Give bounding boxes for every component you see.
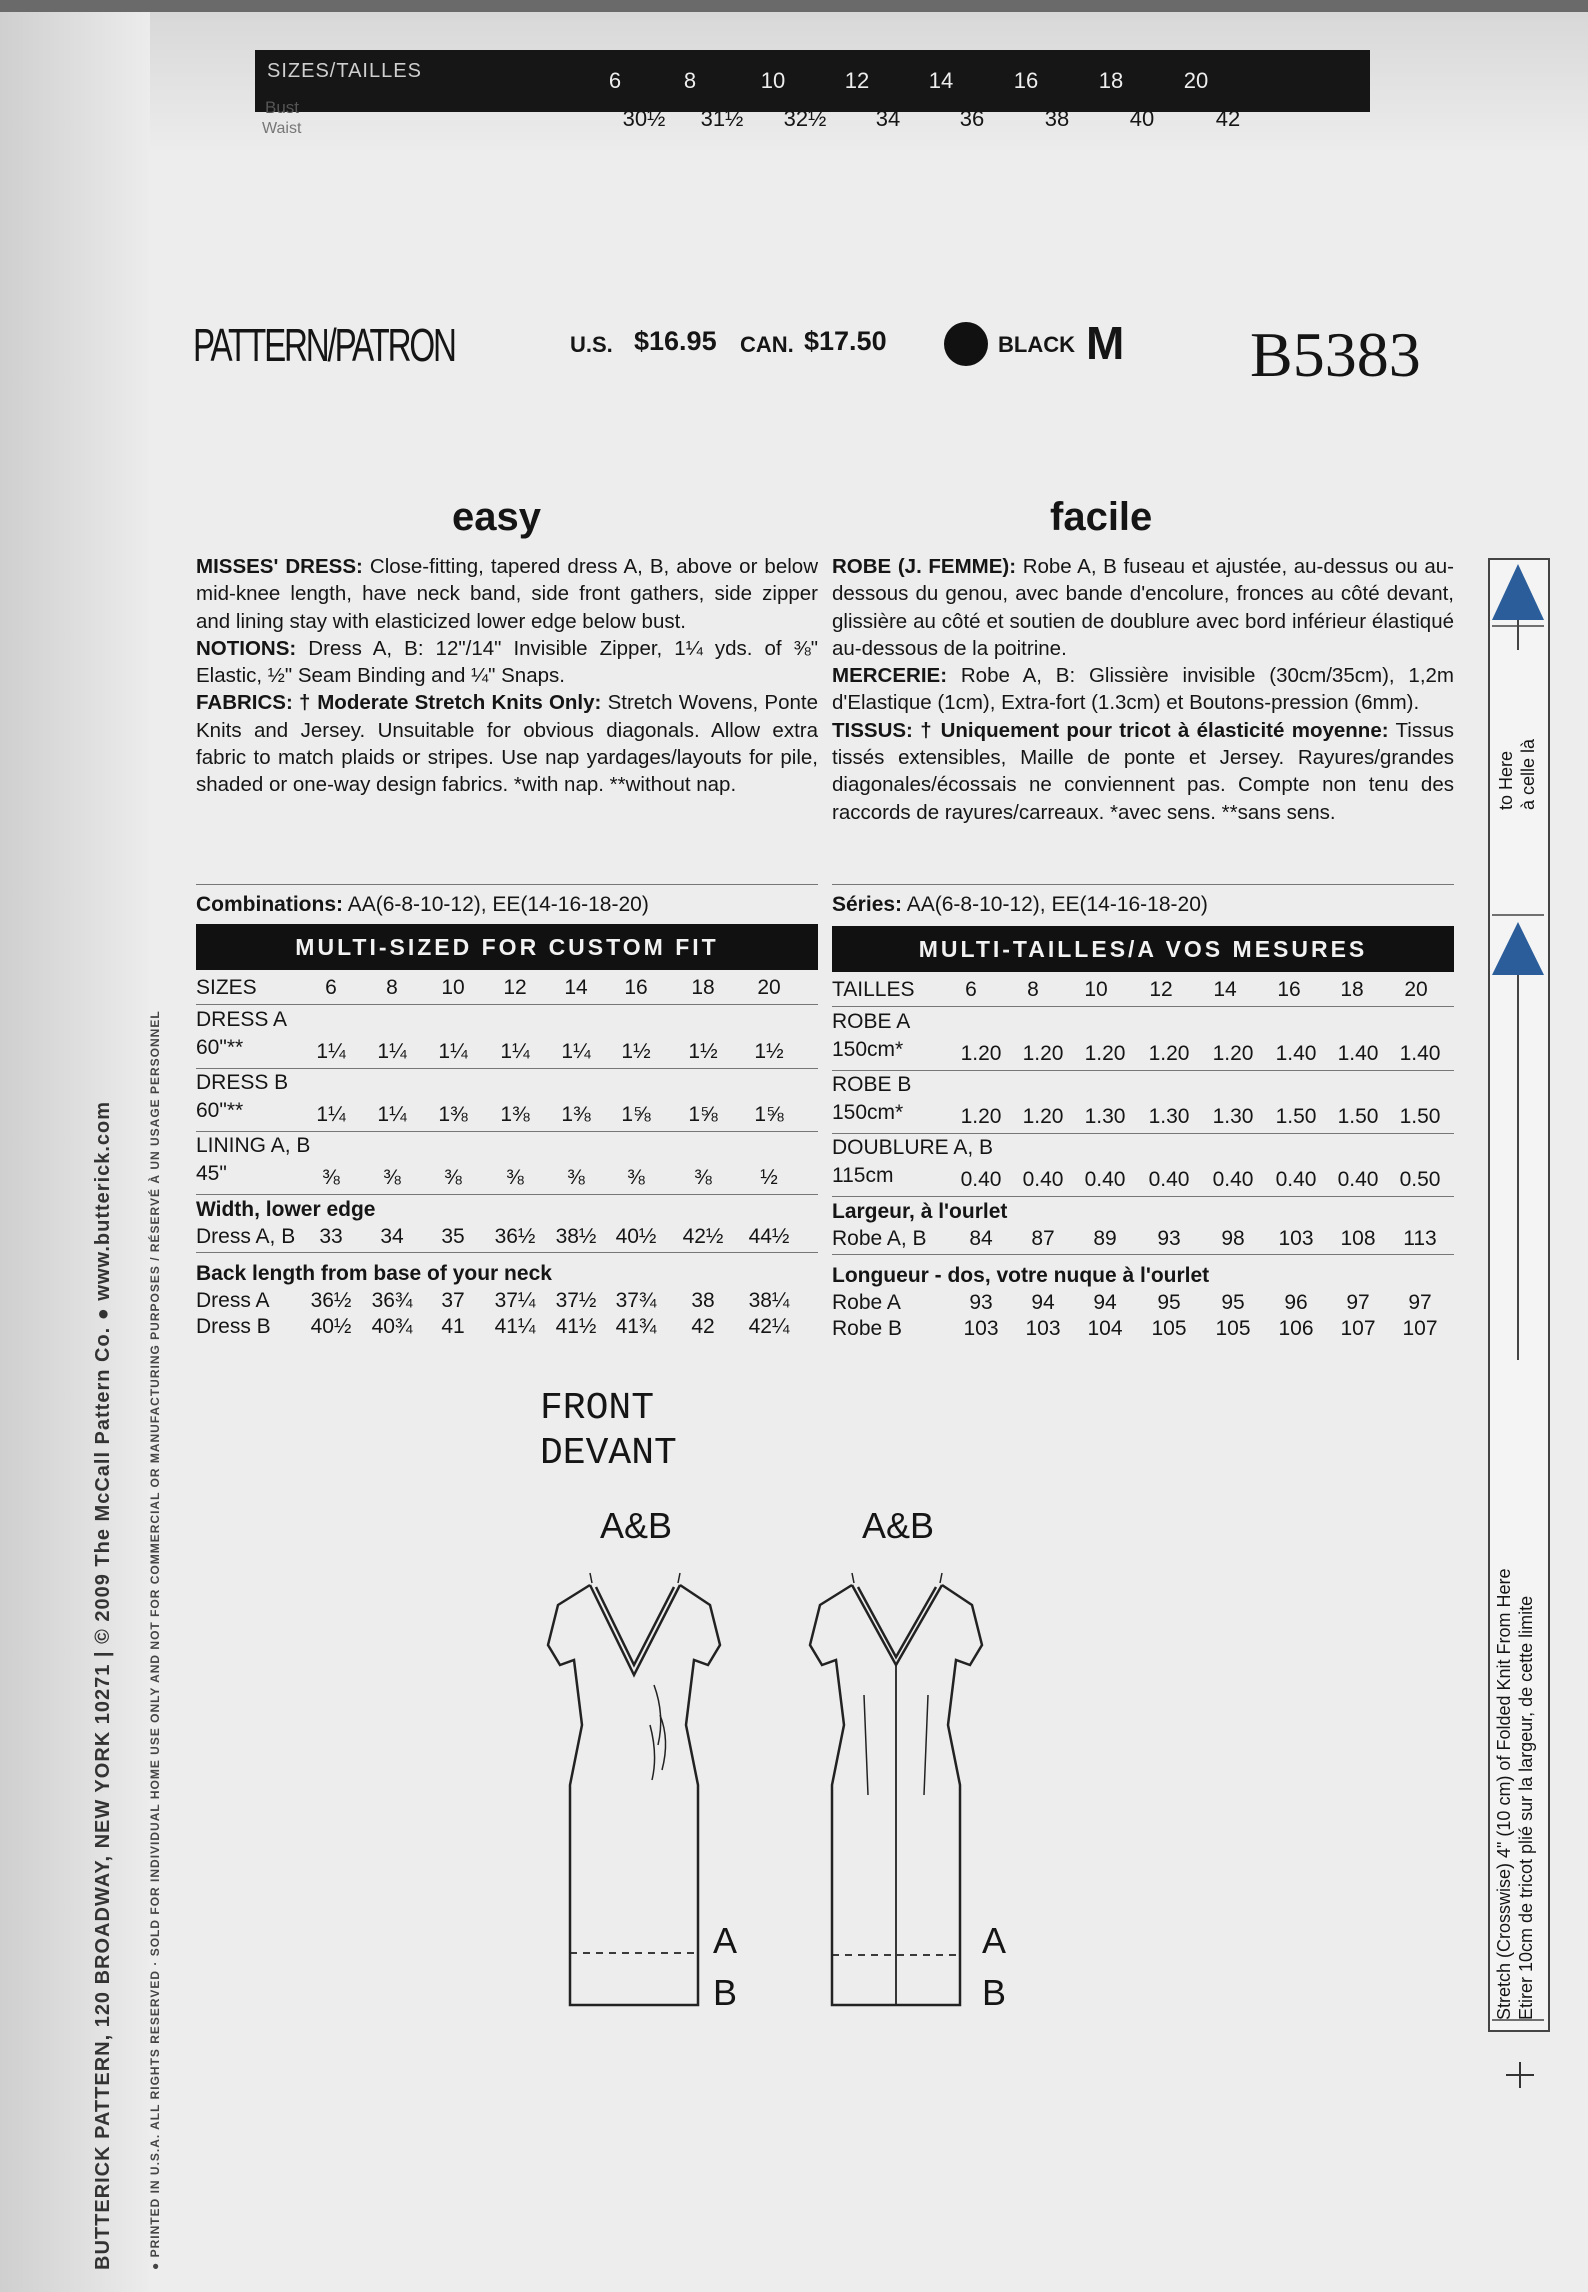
row-label: DOUBLURE A, B [832,1136,994,1159]
width-cell: 93 [1157,1227,1181,1250]
width-cell: 33 [319,1225,343,1248]
strip-size: 8 [683,68,697,93]
size-header: 10 [1084,978,1108,1001]
back-length-cell: 38 [691,1289,715,1312]
yardage-cell: 1.30 [1084,1105,1126,1128]
size-header: 8 [386,976,398,999]
width-title: Width, lower edge [196,1198,376,1221]
back-view-label: A&B [862,1505,935,1546]
back-length-cell: 97 [1408,1291,1432,1314]
strip-size: 12 [844,68,870,93]
strip-size: 16 [1013,68,1039,93]
yardage-cell: ⅜ [694,1166,712,1189]
row-label: Dress A [196,1289,270,1312]
yardage-cell: 1¼ [438,1040,468,1063]
divider [196,884,818,885]
yardage-cell: 1.20 [1022,1042,1064,1065]
back-length-cell: 105 [1151,1317,1187,1340]
table-title-french: MULTI-TAILLES/A VOS MESURES [832,926,1454,972]
strip-size: 18 [1098,68,1124,93]
sizes-strip [255,50,1370,112]
yardage-cell: 1.20 [1084,1042,1126,1065]
back-length-cell: 36¾ [371,1289,413,1312]
width-cell: 34 [380,1225,404,1248]
yardage-cell: 1.40 [1399,1042,1441,1065]
yardage-cell: 1.20 [1148,1042,1190,1065]
row-label: DRESS A [196,1008,288,1031]
table-divider [196,1252,818,1253]
table-divider [832,1196,1454,1197]
strip-size: 6 [608,68,622,93]
yardage-cell: 1.20 [1212,1042,1254,1065]
yardage-cell: ⅜ [322,1166,340,1189]
color-label: BLACK [998,332,1075,357]
yardage-cell: 1⅜ [561,1103,591,1126]
back-length-cell: 95 [1157,1291,1181,1314]
yardage-cell: 0.40 [1022,1168,1064,1191]
row-label: ROBE B [832,1073,912,1096]
combinations-label: Séries: [832,893,903,916]
bust-value: 36 [959,106,985,131]
yardage-cell: 0.40 [1275,1168,1317,1191]
table-divider [832,1006,1454,1007]
desc-title: ROBE (J. FEMME): [832,555,1017,578]
back-length-cell: 94 [1093,1291,1117,1314]
yardage-cell: ⅜ [506,1166,524,1189]
yardage-cell: 1.20 [1022,1105,1064,1128]
width-cell: 98 [1221,1227,1245,1250]
line-b-label: B [713,1972,738,2013]
row-label: ROBE A [832,1010,911,1033]
back-length-cell: 40¾ [371,1315,413,1338]
notions-text: Dress A, B: 12"/14" Invisible Zipper, 1¼ yds. of ⅜" Elastic, ½" Seam Binding and ¼" Snaps. [196,636,818,688]
fabric-width: 150cm* [832,1038,904,1061]
yardage-cell: 1½ [688,1040,718,1063]
line-a-label: A [713,1920,738,1961]
bust-label: Bust [265,98,300,117]
back-length-cell: 103 [963,1317,999,1340]
back-view-dress [810,1573,982,2005]
color-dot-icon [944,322,988,366]
back-length-title: Back length from base of your neck [196,1262,552,1285]
to-here-label: to Here [1496,750,1516,810]
yardage-cell: 1½ [754,1040,784,1063]
divider [832,884,1454,885]
back-length-cell: 36½ [310,1289,352,1312]
stretch-instruction-en: Stretch (Crosswise) 4" (10 cm) of Folded Knit From Here [1494,1568,1514,2020]
yardage-cell: ⅜ [444,1166,462,1189]
back-length-cell: 105 [1215,1317,1251,1340]
yardage-cell: 0.40 [1148,1168,1190,1191]
front-label: FRONT [540,1387,655,1430]
arrow-up-icon [1492,564,1544,620]
size-header: 8 [1027,978,1039,1001]
us-label: U.S. [570,332,613,357]
size-header: 14 [564,976,588,999]
yardage-cell: 1⅝ [754,1103,784,1126]
sizes-header-label: SIZES [196,976,257,999]
notions-text: Robe A, B: Glissière invisible (30cm/35cm), 1,2m d'Elastique (1cm), Extra-fort (1.3cm) et Boutons-pression (6mm). [832,664,1454,715]
back-length-cell: 103 [1025,1317,1061,1340]
front-view-dress [548,1573,720,2005]
waist-label: Waist [262,120,302,137]
legal-notice: ● PRINTED IN U.S.A. ALL RIGHTS RESERVED · SOLD FOR INDIVIDUAL HOME USE ONLY AND NOT FOR COMMERCIAL OR MANUFACTURING PURPOSES / RÉSERVÉ À UN USAGE PERSONNEL [148,1010,162,2270]
yardage-cell: 1⅝ [621,1103,651,1126]
size-header: 20 [757,976,781,999]
table-divider [196,1068,818,1069]
width-cell: 108 [1340,1227,1376,1250]
width-cell: 36½ [494,1225,536,1248]
pattern-number: B5383 [1250,319,1421,390]
pattern-label: PATTERN/PATRON [193,319,455,371]
table-divider [196,1131,818,1132]
back-length-cell: 94 [1031,1291,1055,1314]
size-header: 12 [503,976,527,999]
width-cell: 113 [1403,1227,1437,1250]
notions-title: MERCERIE: [832,664,948,688]
fabrics-title: TISSUS: † Uniquement pour tricot à élasticité moyenne: [832,718,1389,742]
row-label: Dress A, B [196,1225,296,1248]
size-header: 14 [1213,978,1237,1001]
can-price: $17.50 [804,326,887,356]
back-length-cell: 42¼ [748,1315,790,1338]
bust-value: 42 [1215,106,1241,131]
row-label: Robe A [832,1291,901,1314]
back-length-cell: 93 [969,1291,993,1314]
yardage-cell: 1¼ [316,1103,346,1126]
back-length-cell: 37 [441,1289,465,1312]
line-b-label: B [982,1972,1007,2013]
back-length-cell: 107 [1402,1317,1438,1340]
size-header: 16 [1277,978,1301,1001]
yardage-cell: 1.40 [1337,1042,1379,1065]
size-header: 16 [624,976,648,999]
size-header: 6 [965,978,977,1001]
can-label: CAN. [740,332,794,357]
devant-label: DEVANT [540,1432,677,1475]
stretch-instruction-fr: Etirer 10cm de tricot plié sur la largeur, de cette limite [1516,1595,1536,2020]
front-view-label: A&B [600,1505,673,1546]
strip-size: 20 [1183,68,1209,93]
size-header: 6 [325,976,337,999]
back-length-cell: 41 [441,1315,465,1338]
fabric-width: 45" [196,1162,227,1185]
yardage-cell: 1.40 [1275,1042,1317,1065]
width-cell: 38½ [555,1225,597,1248]
heading-french: facile [1050,495,1153,539]
yardage-cell: 0.40 [1337,1168,1379,1191]
size-header: 12 [1149,978,1173,1001]
yardage-cell: 1⅜ [438,1103,468,1126]
back-length-cell: 104 [1087,1317,1123,1340]
yardage-cell: ⅜ [567,1166,585,1189]
back-length-title: Longueur - dos, votre nuque à l'ourlet [832,1264,1210,1287]
width-cell: 87 [1031,1227,1055,1250]
table-divider [832,1133,1454,1134]
back-length-cell: 107 [1340,1317,1376,1340]
width-cell: 84 [969,1227,993,1250]
yardage-cell: 1¼ [377,1103,407,1126]
yardage-cell: 1.30 [1212,1105,1254,1128]
width-cell: 89 [1093,1227,1117,1250]
us-price: $16.95 [634,326,717,356]
table-divider [196,1004,818,1005]
row-label: Dress B [196,1315,271,1338]
strip-size: 10 [760,68,786,93]
english-description [196,553,818,799]
yardage-cell: 1.50 [1399,1105,1441,1128]
back-length-cell: 38¼ [748,1289,790,1312]
size-code: M [1086,317,1125,369]
bust-value: 30½ [622,106,666,131]
yardage-cell: 1¼ [561,1040,591,1063]
width-title: Largeur, à l'ourlet [832,1200,1008,1223]
fabric-width: 150cm* [832,1101,904,1124]
yardage-cell: 1¼ [316,1040,346,1063]
yardage-cell: 1.30 [1148,1105,1190,1128]
size-header: 10 [441,976,465,999]
width-cell: 103 [1278,1227,1314,1250]
combinations-value: AA(6-8-10-12), EE(14-16-18-20) [906,893,1208,916]
yardage-cell: ⅜ [627,1166,645,1189]
yardage-cell: ⅜ [383,1166,401,1189]
row-label: Robe B [832,1317,903,1340]
fabric-width: 115cm [832,1164,894,1187]
a-celle-la-label: à celle là [1518,738,1538,810]
back-length-cell: 106 [1278,1317,1314,1340]
back-length-cell: 41¾ [615,1315,657,1338]
fabrics-text: Tissus tissés extensibles, Maille de ponte et Jersey. Rayures/grandes diagonales/écossais ne conviennent pas. Compte non tenu des raccords de rayures/carreaux. *avec sens. **sans sens. [832,718,1454,824]
yardage-cell: 1⅝ [688,1103,718,1126]
sizes-header-label: TAILLES [832,978,915,1001]
size-header: 18 [1340,978,1364,1001]
yardage-cell: 1½ [621,1040,651,1063]
yardage-cell: 1¼ [377,1040,407,1063]
notions-title: NOTIONS: [196,636,297,660]
combinations-value: AA(6-8-10-12), EE(14-16-18-20) [347,893,649,916]
scan-edge [0,0,1588,12]
back-length-cell: 42 [691,1315,715,1338]
yardage-cell: 0.40 [1084,1168,1126,1191]
stretch-guide [1488,558,1550,2032]
bust-value: 34 [875,106,901,131]
yardage-cell: 1⅜ [500,1103,530,1126]
combinations-english [196,893,649,917]
end-mark-icon [1500,2060,1540,2090]
row-label: LINING A, B [196,1134,311,1157]
back-length-cell: 41½ [555,1315,597,1338]
french-description [832,553,1454,826]
table-divider [832,1254,1454,1255]
fabrics-text: Stretch Wovens, Ponte Knits and Jersey. Unsuitable for obvious diagonals. Allow extra fabric to match plaids or stripes. Use nap yardages/layouts for pile, shaded or one-way design fabrics. *with nap. **without nap. [196,691,818,797]
desc-title: MISSES' DRESS: [196,555,363,578]
arrow-up-icon [1492,922,1544,975]
row-label: DRESS B [196,1071,289,1094]
bust-value: 38 [1044,106,1070,131]
back-length-cell: 97 [1346,1291,1370,1314]
paper-shadow-left [0,0,150,2292]
size-header: 18 [691,976,715,999]
bust-value: 32½ [783,106,827,131]
back-length-cell: 37¾ [615,1289,657,1312]
bust-value: 31½ [700,106,744,131]
back-length-cell: 96 [1284,1291,1308,1314]
strip-size: 14 [928,68,954,93]
bust-value: 40 [1129,106,1155,131]
yardage-cell: 0.40 [1212,1168,1254,1191]
back-length-cell: 40½ [310,1315,352,1338]
width-cell: 44½ [748,1225,790,1248]
row-label: Robe A, B [832,1227,927,1250]
width-cell: 40½ [615,1225,657,1248]
width-cell: 42½ [682,1225,724,1248]
yardage-cell: 1¼ [500,1040,530,1063]
yardage-cell: ½ [760,1166,778,1189]
table-title-english: MULTI-SIZED FOR CUSTOM FIT [196,924,818,970]
width-cell: 35 [441,1225,465,1248]
line-a-label: A [982,1920,1007,1961]
fabric-width: 60"** [196,1036,244,1059]
table-divider [196,1194,818,1195]
yardage-cell: 1.50 [1337,1105,1379,1128]
sizes-strip-label: SIZES/TAILLES [267,60,422,82]
desc-text: Robe A, B fuseau et ajustée, au-dessus ou au-dessous du genou, avec bande d'encolure, fronces au côté devant, glissière au côté et soutien de doublure avec bord inférieur élastiqué au-dessous de la poitrine. [832,555,1454,660]
desc-text: Close-fitting, tapered dress A, B, above or below mid-knee length, have neck band, side front gathers, side zipper and lining stay with elasticized lower edge below bust. [196,555,818,633]
yardage-cell: 1.50 [1275,1105,1317,1128]
table-divider [832,1070,1454,1071]
combinations-label: Combinations: [196,893,343,916]
yardage-cell: 1.20 [960,1105,1002,1128]
back-length-cell: 37¼ [494,1289,536,1312]
yardage-cell: 0.50 [1399,1168,1441,1191]
size-header: 20 [1404,978,1428,1001]
heading-english: easy [452,495,541,539]
yardage-cell: 0.40 [960,1168,1002,1191]
fabrics-title: FABRICS: † Moderate Stretch Knits Only: [196,691,602,715]
combinations-french [832,893,1208,917]
back-length-cell: 41¼ [494,1315,536,1338]
back-length-cell: 37½ [555,1289,597,1312]
yardage-cell: 1.20 [960,1042,1002,1065]
back-length-cell: 95 [1221,1291,1245,1314]
publisher-address: BUTTERICK PATTERN, 120 BROADWAY, NEW YORK 10271 | © 2009 The McCall Pattern Co. ● www.butterick.com [92,1100,114,2270]
fabric-width: 60"** [196,1099,244,1122]
